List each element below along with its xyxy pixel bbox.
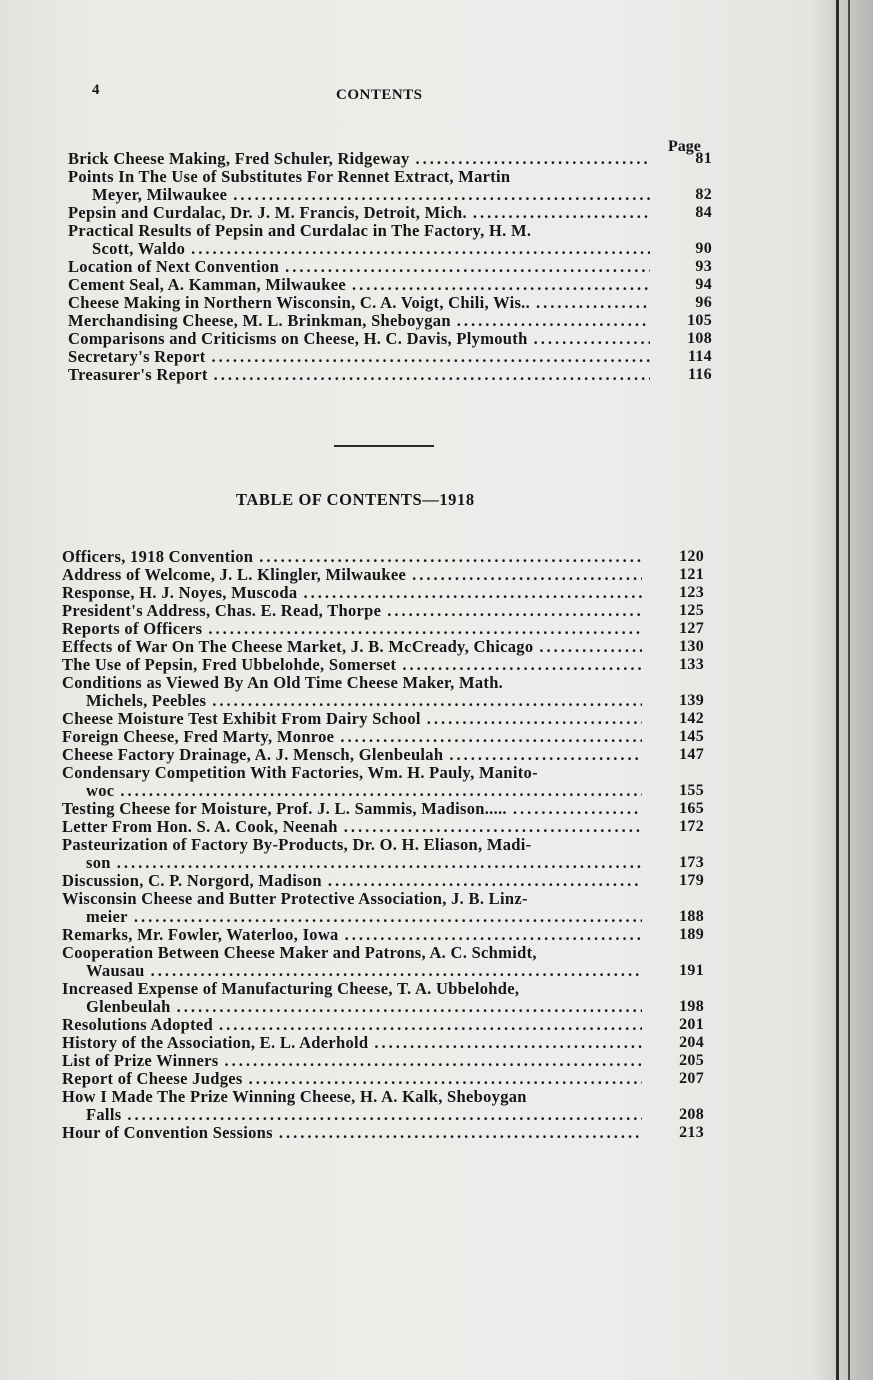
toc-entry-title: History of the Association, E. L. Aderhold (62, 1033, 369, 1052)
dot-leader (191, 240, 650, 258)
toc-page-number: 139 (679, 692, 704, 709)
page-number: 4 (92, 82, 100, 98)
toc-page-number: 189 (679, 926, 704, 943)
toc-entry (62, 565, 704, 584)
dot-leader (151, 962, 642, 980)
toc-page-number: 133 (679, 656, 704, 673)
toc-page-number: 155 (679, 782, 704, 799)
toc-entry (68, 167, 712, 204)
toc-page-number: 208 (679, 1106, 704, 1123)
toc-page-number: 191 (679, 962, 704, 979)
toc-entry-title: President's Address, Chas. E. Read, Thorpe (62, 601, 382, 620)
toc-entry-line (62, 619, 704, 638)
section-divider (334, 445, 434, 447)
dot-leader (387, 602, 642, 620)
toc-entry (62, 1015, 704, 1034)
toc-entry-title: Response, H. J. Noyes, Muscoda (62, 583, 298, 602)
toc-entry-line (62, 745, 704, 764)
dot-leader (534, 330, 650, 348)
toc-entry (68, 221, 712, 258)
toc-entry (62, 655, 704, 674)
toc-page-number: 114 (687, 348, 712, 365)
toc-entry-line (62, 836, 642, 854)
toc-page-number: 198 (679, 998, 704, 1015)
dot-leader (374, 1034, 642, 1052)
toc-entry-title: Cheese Factory Drainage, A. J. Mensch, Glenbeulah (62, 745, 444, 764)
toc-entry-line (62, 799, 704, 818)
toc-entry-line (68, 329, 712, 348)
toc-page-number: 125 (679, 602, 704, 619)
toc-entry-line (68, 185, 712, 204)
toc-entry-title: Increased Expense of Manufacturing Cheese, T. A. Ubbelohde, (62, 979, 520, 998)
toc-entry-line (62, 1069, 704, 1088)
toc-entry-line (62, 565, 704, 584)
toc-entry-line (68, 149, 712, 168)
toc-entry-title: son (86, 853, 111, 872)
toc-entry-title: Foreign Cheese, Fred Marty, Monroe (62, 727, 335, 746)
toc-entry-line (68, 365, 712, 384)
dot-leader (259, 548, 642, 566)
toc-entry-line (62, 1088, 642, 1106)
toc-page-number: 105 (687, 312, 712, 329)
toc-entry-title: Meyer, Milwaukee (92, 185, 228, 204)
toc-entry-line (68, 239, 712, 258)
toc-page-number: 188 (679, 908, 704, 925)
toc-page-number: 142 (679, 710, 704, 727)
toc-page-number: 82 (695, 186, 712, 203)
dot-leader (212, 348, 650, 366)
toc-entry-line (62, 907, 704, 926)
toc-entry-title: The Use of Pepsin, Fred Ubbelohde, Somerset (62, 655, 397, 674)
toc-entry-title: Address of Welcome, J. L. Klingler, Milwaukee (62, 565, 407, 584)
toc-entry-title: Merchandising Cheese, M. L. Brinkman, Sheboygan (68, 311, 451, 330)
toc-page-number: 165 (679, 800, 704, 817)
toc-entry-line (62, 691, 704, 710)
toc-entry-title: Resolutions Adopted (62, 1015, 214, 1034)
toc-entry-line (68, 311, 712, 330)
toc-entry (62, 763, 704, 800)
toc-entry-title: Cheese Moisture Test Exhibit From Dairy School (62, 709, 421, 728)
toc-entry-line (62, 727, 704, 746)
dot-leader (249, 1070, 642, 1088)
contents-list (68, 149, 712, 384)
toc-entry-line (62, 655, 704, 674)
toc-entry (62, 601, 704, 620)
toc-entry-line (62, 1105, 704, 1124)
dot-leader (127, 1106, 642, 1124)
toc-entry-line (62, 997, 704, 1016)
toc-entry-line (68, 222, 650, 240)
toc-page-number: 213 (679, 1124, 704, 1141)
dot-leader (402, 656, 642, 674)
toc-entry (62, 835, 704, 872)
toc-entry-title: Letter From Hon. S. A. Cook, Neenah (62, 817, 338, 836)
toc-entry-line (62, 890, 642, 908)
toc-entry-title: How I Made The Prize Winning Cheese, H. A. Kalk, Sheboygan (62, 1087, 527, 1106)
toc-entry (68, 257, 712, 276)
toc-entry-title: woc (86, 781, 115, 800)
toc-entry (68, 149, 712, 168)
dot-leader (303, 584, 642, 602)
toc-entry-title: Comparisons and Criticisms on Cheese, H. C. Davis, Plymouth (68, 329, 528, 348)
dot-leader (177, 998, 642, 1016)
toc-entry (62, 583, 704, 602)
toc-page-number: 96 (695, 294, 712, 311)
toc-entry (62, 943, 704, 980)
dot-leader (513, 800, 642, 818)
toc-entry-line (62, 547, 704, 566)
dot-leader (328, 872, 642, 890)
toc-page-number: 84 (695, 204, 712, 221)
dot-leader (134, 908, 642, 926)
toc-page-number: 94 (695, 276, 712, 293)
toc-entry-title: Cheese Making in Northern Wisconsin, C. A. Voigt, Chili, Wis.. (68, 293, 531, 312)
toc-entry (62, 745, 704, 764)
toc-entry-title: Glenbeulah (86, 997, 171, 1016)
toc-entry-title: Points In The Use of Substitutes For Rennet Extract, Martin (68, 167, 511, 186)
toc-page-number: 127 (679, 620, 704, 637)
toc-entry (68, 293, 712, 312)
toc-entry (62, 925, 704, 944)
toc-entry-title: Reports of Officers (62, 619, 203, 638)
toc-page-number: 173 (679, 854, 704, 871)
toc-entry (62, 673, 704, 710)
toc-entry-title: Testing Cheese for Moisture, Prof. J. L. Sammis, Madison..... (62, 799, 507, 818)
dot-leader (279, 1124, 642, 1142)
dot-leader (345, 926, 642, 944)
toc-page-number: 145 (679, 728, 704, 745)
toc-page-number: 172 (679, 818, 704, 835)
dot-leader (219, 1016, 642, 1034)
toc-entry (68, 311, 712, 330)
toc-entry (62, 1069, 704, 1088)
dot-leader (473, 204, 650, 222)
toc-entry-line (68, 257, 712, 276)
page-edge-line (848, 0, 850, 1380)
toc-entry (62, 889, 704, 926)
toc-entry (62, 1123, 704, 1142)
toc-entry-line (62, 961, 704, 980)
toc-entry (62, 547, 704, 566)
toc-entry-line (62, 1015, 704, 1034)
dot-leader (120, 782, 642, 800)
toc-entry-title: Cooperation Between Cheese Maker and Patrons, A. C. Schmidt, (62, 943, 537, 962)
toc-page-number: 116 (687, 366, 712, 383)
toc-entry-line (62, 944, 642, 962)
toc-entry-line (62, 674, 642, 692)
toc-page-number: 90 (695, 240, 712, 257)
toc-page-number: 130 (679, 638, 704, 655)
dot-leader (449, 746, 642, 764)
contents-list-1918 (62, 547, 704, 1142)
toc-entry (62, 1051, 704, 1070)
toc-entry (68, 365, 712, 384)
toc-entry-line (62, 781, 704, 800)
toc-page-number: 108 (687, 330, 712, 347)
toc-entry (68, 275, 712, 294)
toc-entry-title: Discussion, C. P. Norgord, Madison (62, 871, 322, 890)
toc-entry-line (62, 583, 704, 602)
dot-leader (344, 818, 642, 836)
dot-leader (233, 186, 650, 204)
dot-leader (427, 710, 642, 728)
dot-leader (224, 1052, 642, 1070)
toc-entry-line (62, 601, 704, 620)
toc-entry-line (68, 168, 650, 186)
toc-entry-line (68, 293, 712, 312)
dot-leader (214, 366, 650, 384)
toc-entry (62, 979, 704, 1016)
toc-entry-line (62, 764, 642, 782)
dot-leader (285, 258, 650, 276)
toc-entry (68, 347, 712, 366)
toc-entry (62, 709, 704, 728)
toc-entry-title: Wausau (86, 961, 145, 980)
toc-entry-title: Condensary Competition With Factories, Wm. H. Pauly, Manito- (62, 763, 538, 782)
toc-entry-line (62, 925, 704, 944)
toc-entry (62, 637, 704, 656)
toc-entry-title: Scott, Waldo (92, 239, 186, 258)
toc-entry-title: Treasurer's Report (68, 365, 208, 384)
toc-entry-line (62, 1033, 704, 1052)
page-edge-line (836, 0, 839, 1380)
dot-leader (117, 854, 642, 872)
toc-entry-line (62, 980, 642, 998)
toc-page-number: 81 (695, 150, 712, 167)
dot-leader (412, 566, 642, 584)
toc-entry (62, 871, 704, 890)
toc-entry-title: Wisconsin Cheese and Butter Protective Association, J. B. Linz- (62, 889, 528, 908)
section-title: TABLE OF CONTENTS—1918 (236, 490, 475, 509)
toc-entry-line (62, 853, 704, 872)
toc-entry-title: Conditions as Viewed By An Old Time Cheese Maker, Math. (62, 673, 504, 692)
toc-entry-title: Report of Cheese Judges (62, 1069, 243, 1088)
toc-entry (68, 329, 712, 348)
toc-entry (68, 203, 712, 222)
toc-entry-title: Effects of War On The Cheese Market, J. B. McCready, Chicago (62, 637, 534, 656)
toc-entry-line (62, 1123, 704, 1142)
dot-leader (340, 728, 642, 746)
toc-entry-title: Pasteurization of Factory By-Products, Dr. O. H. Eliason, Madi- (62, 835, 532, 854)
toc-entry (62, 1033, 704, 1052)
dot-leader (536, 294, 650, 312)
dot-leader (539, 638, 642, 656)
page-column-label: Page (668, 138, 701, 155)
toc-entry-title: Secretary's Report (68, 347, 206, 366)
toc-entry-line (68, 203, 712, 222)
toc-entry-title: Falls (86, 1105, 122, 1124)
dot-leader (212, 692, 642, 710)
toc-page-number: 179 (679, 872, 704, 889)
toc-entry-title: Cement Seal, A. Kamman, Milwaukee (68, 275, 347, 294)
toc-entry (62, 1087, 704, 1124)
toc-entry-line (62, 637, 704, 656)
toc-entry-title: Brick Cheese Making, Fred Schuler, Ridgeway (68, 149, 410, 168)
dot-leader (352, 276, 650, 294)
dot-leader (457, 312, 650, 330)
running-title: CONTENTS (336, 87, 423, 103)
toc-page-number: 201 (679, 1016, 704, 1033)
toc-entry-title: Pepsin and Curdalac, Dr. J. M. Francis, Detroit, Mich. (68, 203, 467, 222)
toc-entry (62, 799, 704, 818)
toc-page-number: 207 (679, 1070, 704, 1087)
toc-entry-title: meier (86, 907, 128, 926)
toc-entry-line (68, 275, 712, 294)
toc-entry-title: List of Prize Winners (62, 1051, 219, 1070)
toc-page-number: 204 (679, 1034, 704, 1051)
toc-entry-line (62, 871, 704, 890)
toc-page-number: 120 (679, 548, 704, 565)
toc-page-number: 147 (679, 746, 704, 763)
toc-entry (62, 619, 704, 638)
toc-entry-title: Officers, 1918 Convention (62, 547, 254, 566)
toc-entry-title: Location of Next Convention (68, 257, 280, 276)
dot-leader (208, 620, 642, 638)
toc-entry-title: Hour of Convention Sessions (62, 1123, 273, 1142)
toc-entry (62, 817, 704, 836)
toc-page-number: 93 (695, 258, 712, 275)
toc-entry-title: Michels, Peebles (86, 691, 207, 710)
toc-page-number: 123 (679, 584, 704, 601)
toc-entry-title: Remarks, Mr. Fowler, Waterloo, Iowa (62, 925, 339, 944)
dot-leader (416, 150, 650, 168)
toc-page-number: 205 (679, 1052, 704, 1069)
toc-entry-line (62, 1051, 704, 1070)
toc-entry-line (62, 709, 704, 728)
toc-entry-line (62, 817, 704, 836)
toc-page-number: 121 (679, 566, 704, 583)
toc-entry-title: Practical Results of Pepsin and Curdalac in The Factory, H. M. (68, 221, 532, 240)
toc-entry-line (68, 347, 712, 366)
toc-entry (62, 727, 704, 746)
